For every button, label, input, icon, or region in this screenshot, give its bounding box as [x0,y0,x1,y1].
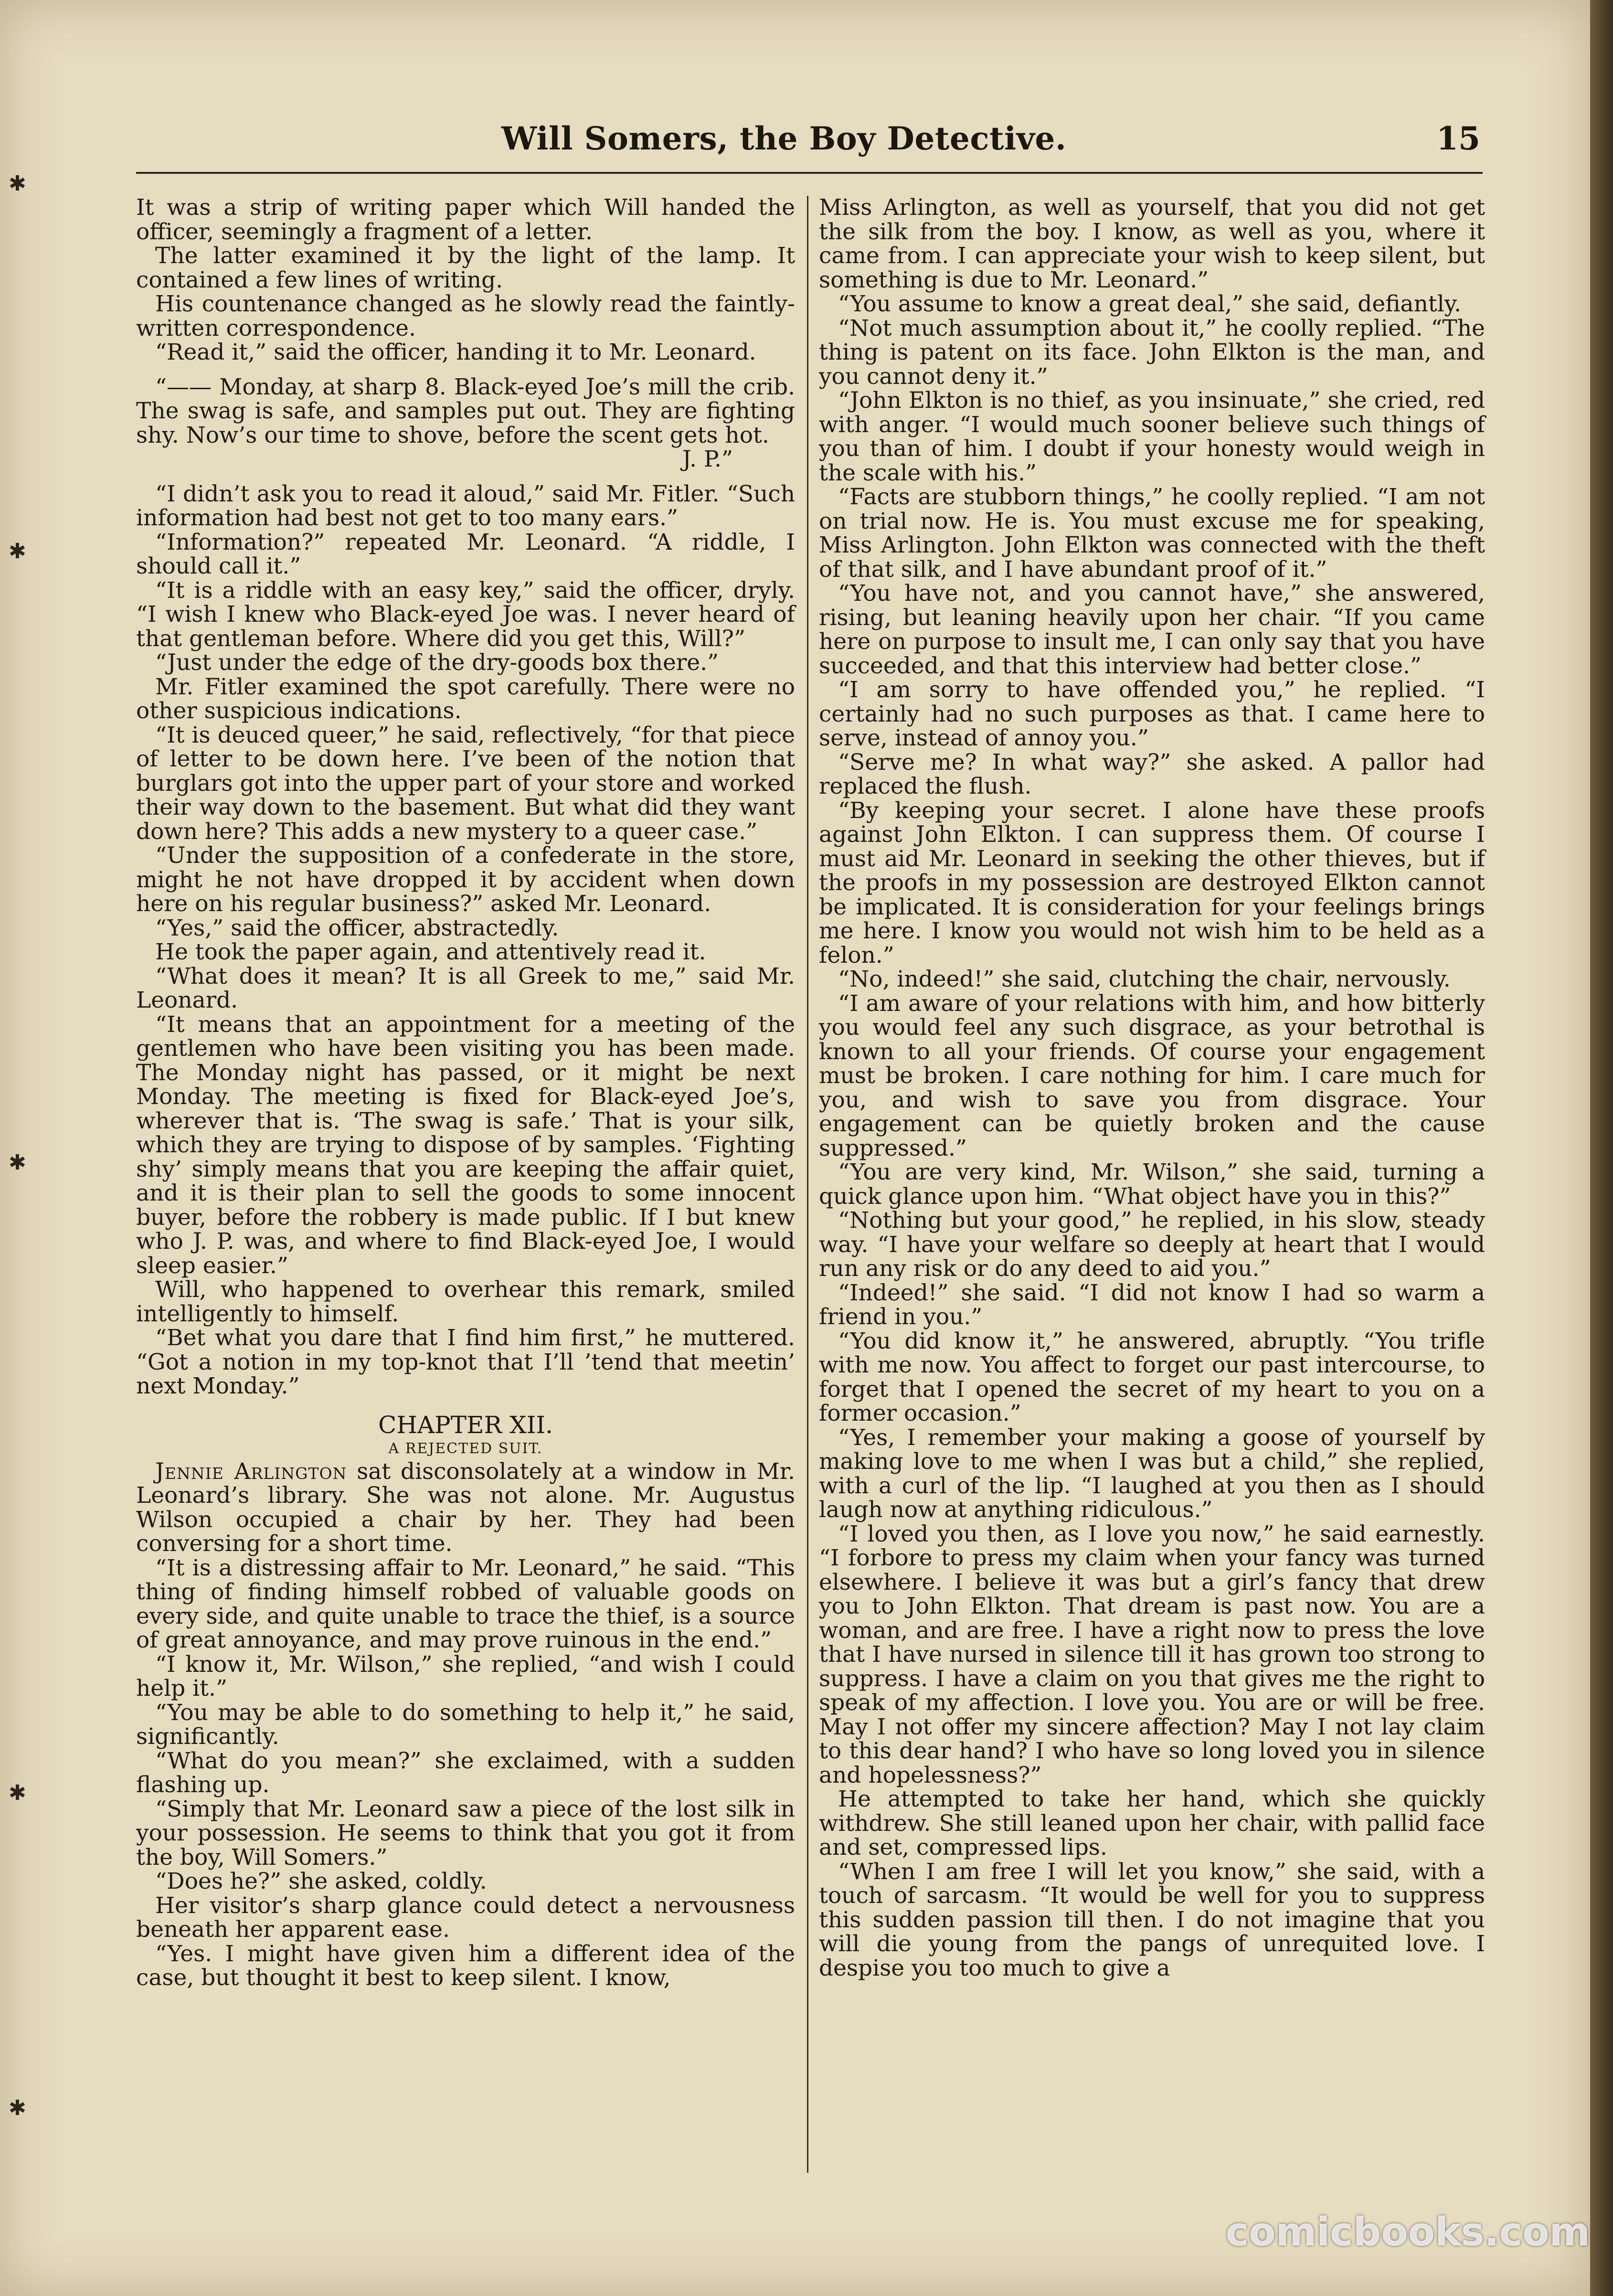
paragraph: “You are very kind, Mr. Wilson,” she said, turning a quick glance upon him. “What object have you in this?” [819,1159,1485,1210]
chapter-title: CHAPTER XII. [378,1411,553,1439]
paragraph: “What does it mean? It is all Greek to me,” said Mr. Leonard. [136,963,795,1013]
paragraph: “I am aware of your relations with him, and how bitterly you would feel any such disgrace, as your betrothal is known to all your friends. Of course your engagement must be broken. I care nothing for him. I care much for you, and wish to save you from disgrace. Your engagement can be quietly broken and the cause suppressed.” [819,990,1485,1161]
running-header [501,115,1480,167]
paragraph: “It is deuced queer,” he said, reflectively, “for that piece of letter to be down here. I’ve been of the notion that burglars got into the upper part of your store and worked their way down to the basement. But what did they want down here? This adds a new mystery to a queer case.” [136,722,795,845]
paragraph: “I didn’t ask you to read it aloud,” said Mr. Fitler. “Such information had best not get to too many ears.” [136,480,795,531]
paragraph: “No, indeed!” she said, clutching the chair, nervously. [838,966,1451,992]
paragraph: “By keeping your secret. I alone have these proofs against John Elkton. I can suppress them. Of course I must aid Mr. Leonard in seeking the other thieves, but if the proofs in my possession are destroyed Elkton cannot be implicated. It is consideration for your feelings brings me here. I know you would not wish him to be held as a felon.” [819,797,1485,968]
paragraph: “You did know it,” he answered, abruptly. “You trifle with me now. You affect to forget our past intercourse, to forget that I opened the secret of my heart to you on a former occasion.” [819,1328,1485,1426]
paragraph: “Does he?” she asked, coldly. [155,1868,487,1894]
paragraph: “Yes,” said the officer, abstractedly. [155,914,559,941]
column-divider [807,196,808,2173]
binding-stitch-mark: ✱ [9,1781,26,1805]
paragraph: Mr. Fitler examined the spot carefully. There were no other suspicious indications. [136,673,795,724]
paragraph: “John Elkton is no thief, as you insinuate,” she cried, red with anger. “I would much sooner believe such things of you than of him. I doubt if your honesty would weigh in the scale with his.” [819,387,1485,486]
paragraph: “Read it,” said the officer, handing it to Mr. Leonard. [155,339,756,365]
paragraph: “Nothing but your good,” he replied, in his slow, steady way. “I have your welfare so deeply at heart that I would run any risk or do any deed to aid you.” [819,1207,1485,1282]
paragraph: “I know it, Mr. Wilson,” she replied, “and wish I could help it.” [136,1651,795,1701]
header-title: Will Somers, the Boy Detective. [501,120,1067,157]
paragraph: “I am sorry to have offended you,” he replied. “I certainly had no such purposes as that. I came here to serve, instead of annoy you.” [819,677,1485,751]
paragraph: “Just under the edge of the dry-goods box there.” [155,649,719,676]
binding-stitch-mark: ✱ [9,171,26,196]
chapter-opening-paragraph [136,1460,795,1556]
paragraph: Her visitor’s sharp glance could detect a nervousness beneath her apparent ease. [136,1892,795,1943]
paragraph: “You may be able to do something to help it,” he said, significantly. [136,1699,795,1750]
letter-signature: J. P.” [682,446,733,472]
binding-stitch-mark: ✱ [9,2096,26,2120]
paragraph: “Information?” repeated Mr. Leonard. “A riddle, I should call it.” [136,529,795,579]
paragraph: “Under the supposition of a confederate in the store, might he not have dropped it by accident when down here on his regular business?” asked Mr. Leonard. [136,842,795,917]
paragraph: “You assume to know a great deal,” she said, defiantly. [838,291,1462,317]
paragraph: “Yes, I remember your making a goose of yourself by making love to me when I was but a child,” she replied, with a curl of the lip. “I laughed at you then as I should laugh now at anything ridiculous.” [819,1424,1485,1523]
paragraph: “Yes. I might have given him a different idea of the case, but thought it best to keep silent. I know, [136,1940,795,1991]
right-column [819,196,1485,1980]
paragraph: “Bet what you dare that I find him first,” he muttered. “Got a notion in my top-knot that I’ll ’tend that meetin’ next Monday.” [136,1325,795,1399]
paragraph: “It means that an appointment for a meeting of the gentlemen who have been visiting you has been made. The Monday night has passed, or it might be next Monday. The meeting is fixed for Black-eyed Joe’s, wherever that is. ‘The swag is safe.’ That is your silk, which they are trying to dispose of by samples. ‘Fighting shy’ simply means that you are keeping the affair quiet, and it is their plan to sell the goods to some innocent buyer, before the robbery is made public. If I but knew who J. P. was, and where to find Black-eyed Joe, I would sleep easier.” [136,1011,795,1279]
paragraph: “What do you mean?” she exclaimed, with a sudden flashing up. [136,1747,795,1798]
paragraph: “It is a distressing affair to Mr. Leonard,” he said. “This thing of finding himself robbed of valuable goods on every side, and quite unable to trace the thief, is a source of great annoyance, and may prove ruinous in the end.” [136,1554,795,1653]
paragraph: The latter examined it by the light of the lamp. It contained a few lines of writing. [136,243,795,293]
page-edge-shadow [1590,0,1613,2296]
page-number: 15 [1436,120,1480,157]
paragraph: “When I am free I will let you know,” she said, with a touch of sarcasm. “It would be well for you to suppress this sudden passion till then. I do not imagine that you will die young from the pangs of unrequited love. I despise you too much to give a [819,1858,1485,1981]
paragraph: He took the paper again, and attentively read it. [155,939,706,965]
paragraph: It was a strip of writing paper which Will handed the officer, seemingly a fragment of a letter. [136,194,795,245]
paragraph: “I loved you then, as I love you now,” he said earnestly. “I forbore to press my claim when your fancy was turned elsewhere. I believe it was but a girl’s fancy that drew you to John Elkton. That dream is past now. You are a woman, and are free. I have a right now to press the love that I have nursed in silence till it has grown too strong to suppress. I have a claim on you that gives me the right to speak of my affection. I love you. You are or will be free. May I not offer my sincere affection? May I not lay claim to this dear hand? I who have so long loved you in silence and hopelessness?” [819,1520,1485,1788]
paragraph: “You have not, and you cannot have,” she answered, rising, but leaning heavily upon her chair. “If you came here on purpose to insult me, I can only say that you have succeeded, and that this interview had better close.” [819,580,1485,679]
header-rule [136,172,1483,174]
paragraph: “Facts are stubborn things,” he coolly replied. “I am not on trial now. He is. You must excuse me for speaking, Miss Arlington. John Elkton was connected with the theft of that silk, and I have abundant proof of it.” [819,484,1485,583]
chapter-subtitle: A REJECTED SUIT. [388,1440,543,1457]
paragraph: Miss Arlington, as well as yourself, that you did not get the silk from the boy. I know, as well as you, where it came from. I can appreciate your wish to keep silent, but something is due to Mr. Leonard.” [819,194,1485,293]
paragraph: “Not much assumption about it,” he coolly replied. “The thing is patent on its face. John Elkton is the man, and you cannot deny it.” [819,315,1485,390]
binding-stitch-mark: ✱ [9,1150,26,1175]
chapter-lead-text: sat disconsolately at a window in Mr. Leonard’s library. She was not alone. Mr. Augustus Wilson occupied a chair by her. They had been conversing for a short time. [136,1458,795,1557]
chapter-lead-name: Jennie Arlington [155,1458,347,1485]
letter-quote: “—— Monday, at sharp 8. Black-eyed Joe’s mill the crib. The swag is safe, and samples put out. They are fighting shy. Now’s our time to shove, before the scent gets hot. [136,373,795,448]
paragraph: His countenance changed as he slowly read the faintly-written correspondence. [136,291,795,341]
site-watermark: comicbooks.com [1225,2210,1590,2255]
paragraph: He attempted to take her hand, which she quickly withdrew. She still leaned upon her chair, with pallid face and set, compressed lips. [819,1786,1485,1860]
paragraph: “Serve me? In what way?” she asked. A pallor had replaced the flush. [819,749,1485,799]
left-column [136,196,795,1990]
paragraph: Will, who happened to overhear this remark, smiled intelligently to himself. [136,1276,795,1327]
paragraph: “It is a riddle with an easy key,” said the officer, dryly. “I wish I knew who Black-eyed Joe was. I never heard of that gentleman before. Where did you get this, Will?” [136,577,795,652]
paragraph: “Simply that Mr. Leonard saw a piece of the lost silk in your possession. He seems to think that you got it from the boy, Will Somers.” [136,1796,795,1871]
paragraph: “Indeed!” she said. “I did not know I had so warm a friend in you.” [819,1279,1485,1330]
binding-stitch-mark: ✱ [9,539,26,563]
